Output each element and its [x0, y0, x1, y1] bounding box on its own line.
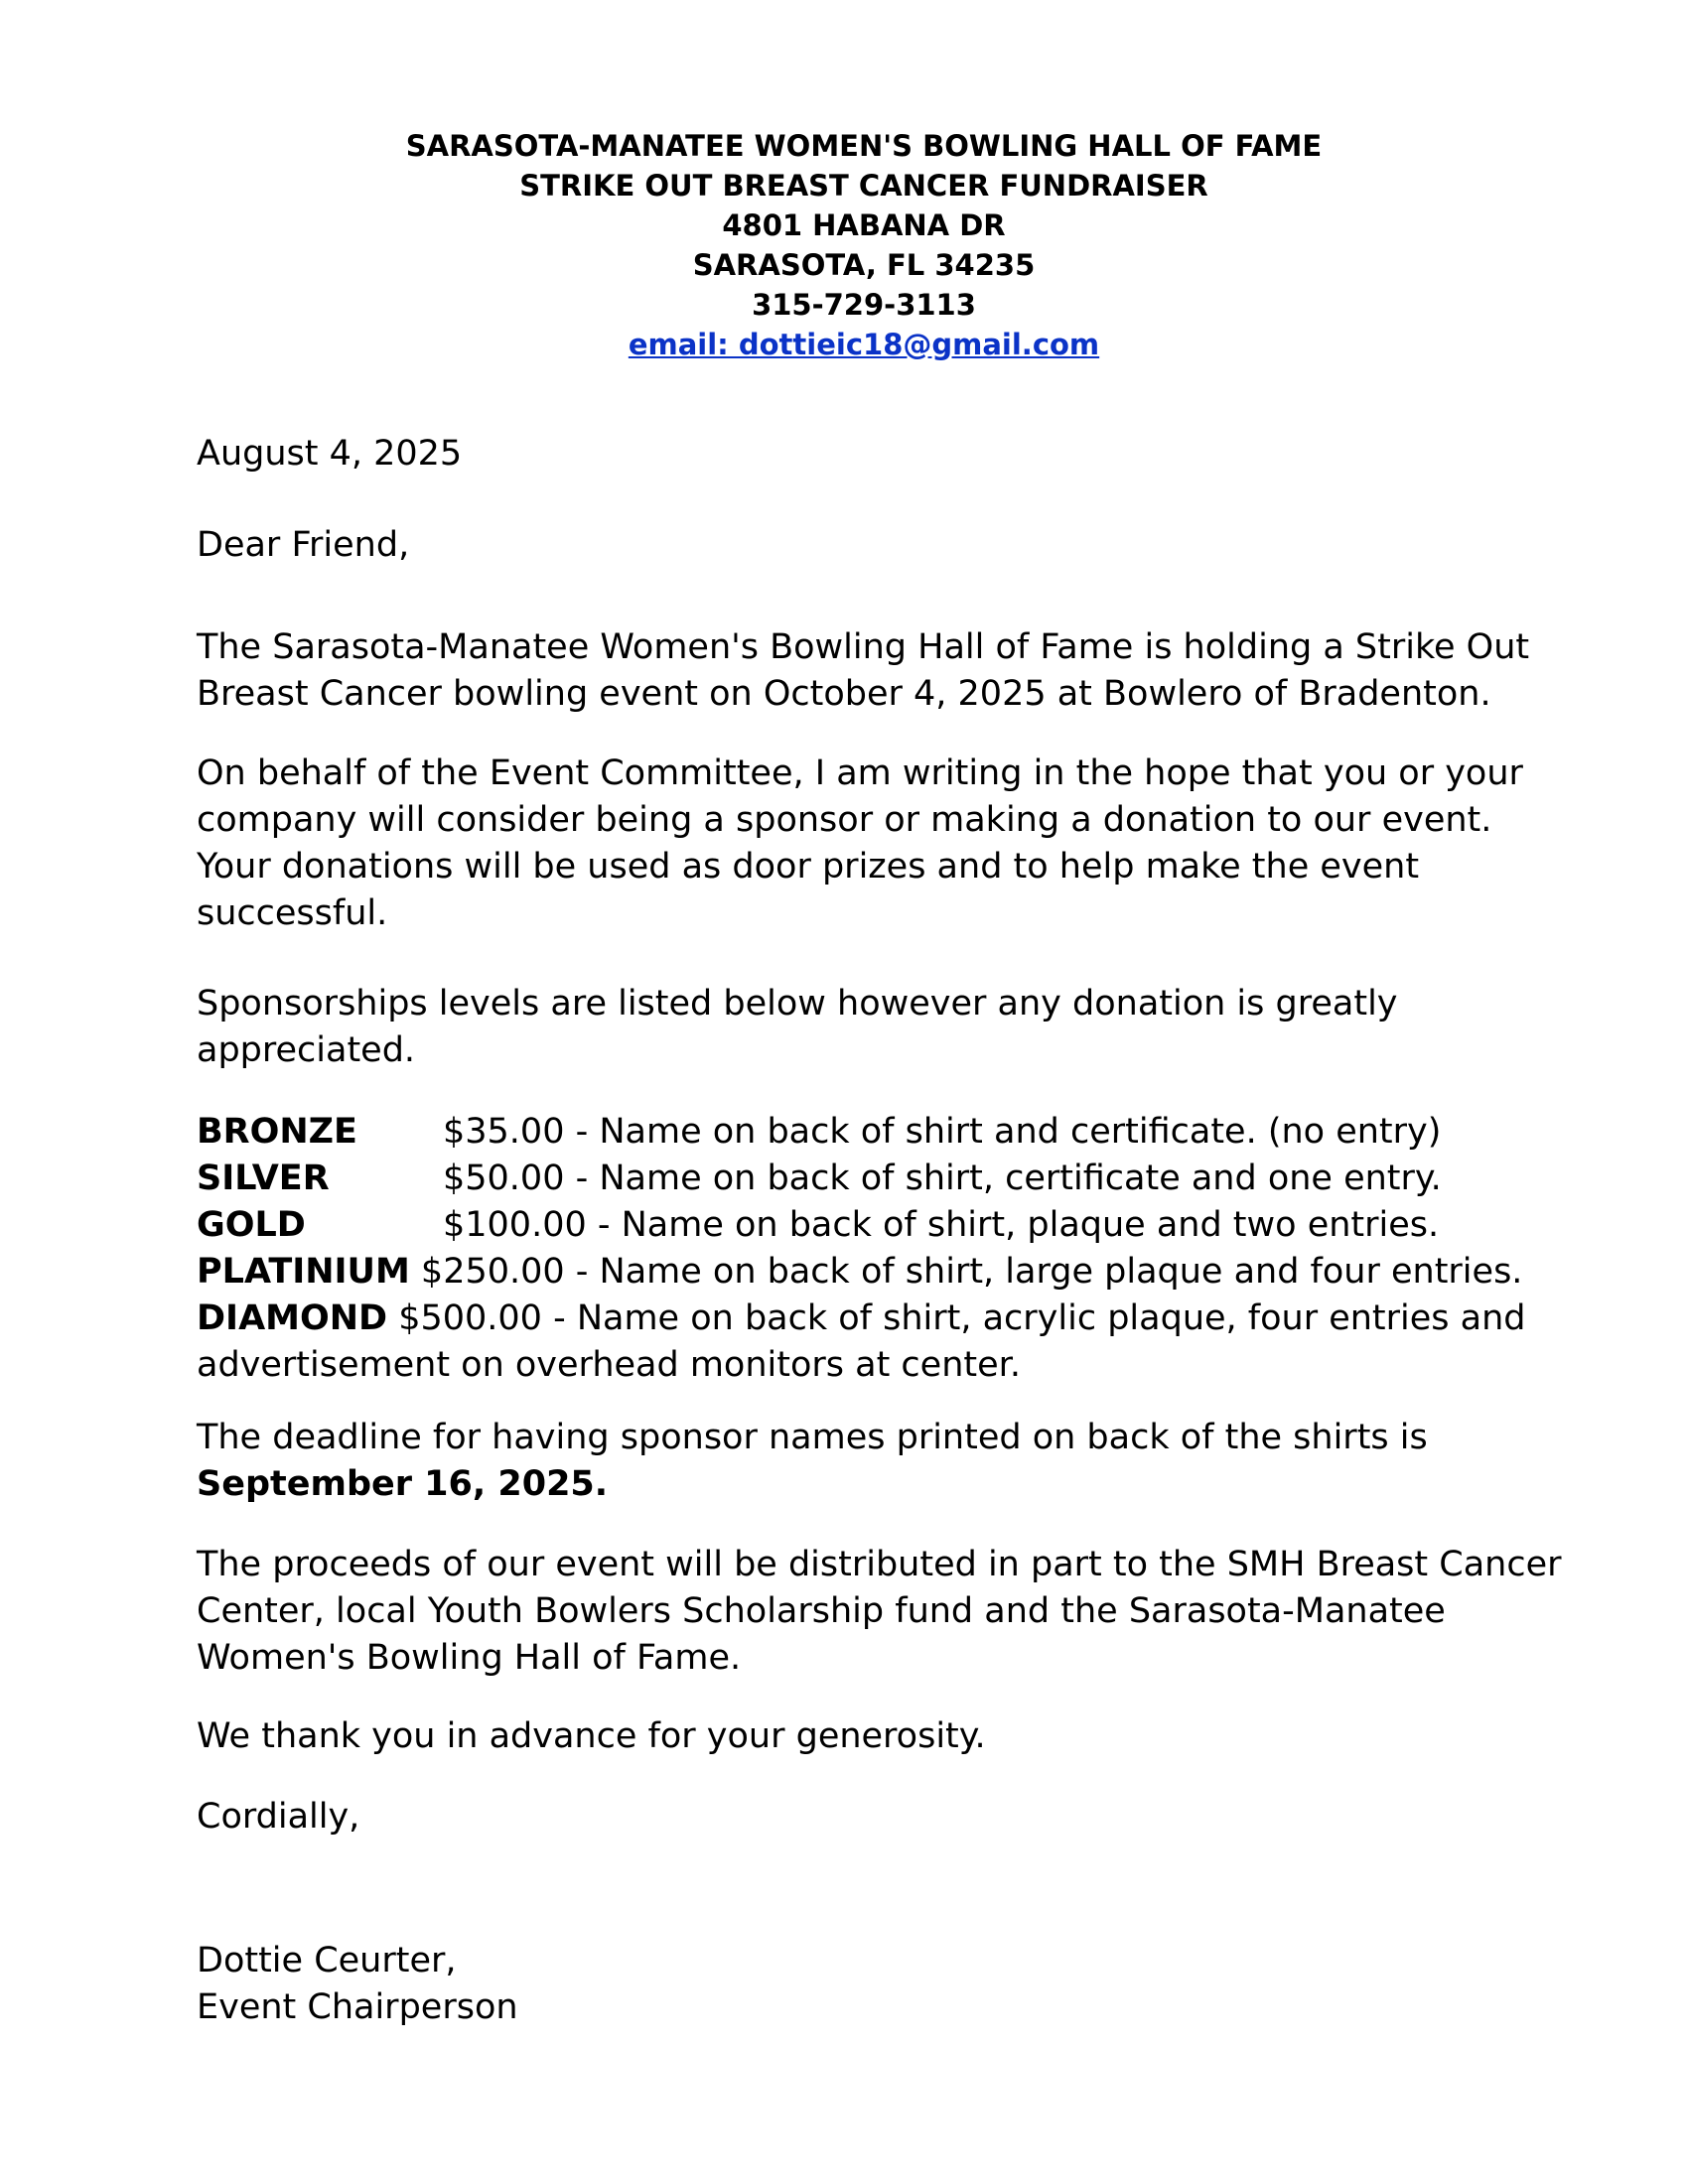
level-gold — [197, 1202, 1526, 1249]
text-line: The deadline for having sponsor names printed on back of the shirts is — [197, 1418, 1428, 1457]
text-line: successful. — [197, 893, 388, 933]
thanks-line: We thank you in advance for your generosity. — [197, 1716, 986, 1756]
level-silver — [197, 1156, 1526, 1202]
level-diamond — [197, 1296, 1526, 1342]
event-name: STRIKE OUT BREAST CANCER FUNDRAISER — [519, 169, 1208, 203]
closing: Cordially, — [197, 1797, 360, 1837]
signer-title: Event Chairperson — [197, 1987, 518, 2027]
text-line: Sponsorships levels are listed below however any donation is greatly — [197, 984, 1398, 1024]
signer-name: Dottie Ceurter, — [197, 1941, 457, 1980]
paragraph-request — [197, 751, 1523, 937]
text-line: On behalf of the Event Committee, I am writing in the hope that you or your — [197, 753, 1523, 793]
email-link[interactable]: email: dottieic18@gmail.com — [628, 328, 1100, 361]
text-line: The Sarasota-Manatee Women's Bowling Hall of Fame is holding a Strike Out — [197, 627, 1530, 667]
level-description: $100.00 - Name on back of shirt, plaque and two entries. — [443, 1205, 1440, 1245]
paragraph-levels-intro — [197, 981, 1398, 1074]
text-line: Breast Cancer bowling event on October 4, 2025 at Bowlero of Bradenton. — [197, 674, 1491, 714]
text-line: appreciated. — [197, 1030, 416, 1070]
level-diamond-continuation: advertisement on overhead monitors at center. — [197, 1345, 1021, 1385]
text-line: Center, local Youth Bowlers Scholarship fund and the Sarasota-Manatee — [197, 1591, 1446, 1631]
text-line: Your donations will be used as door prizes and to help make the event — [197, 847, 1420, 887]
paragraph-deadline — [197, 1415, 1428, 1508]
level-name: DIAMOND — [197, 1298, 388, 1338]
letterhead — [0, 126, 1688, 364]
level-bronze — [197, 1109, 1526, 1156]
level-name: PLATINIUM — [197, 1252, 410, 1292]
letter-date: August 4, 2025 — [197, 434, 463, 474]
text-line: The proceeds of our event will be distributed in part to the SMH Breast Cancer — [197, 1545, 1562, 1584]
level-description: $50.00 - Name on back of shirt, certificate and one entry. — [443, 1159, 1442, 1198]
text-line: company will consider being a sponsor or making a donation to our event. — [197, 800, 1492, 840]
deadline-date: September 16, 2025. — [197, 1464, 609, 1504]
phone-number: 315-729-3113 — [752, 288, 976, 322]
paragraph-event — [197, 624, 1529, 718]
level-name: SILVER — [197, 1159, 330, 1198]
city-state-zip: SARASOTA, FL 34235 — [692, 248, 1036, 282]
text-line: Women's Bowling Hall of Fame. — [197, 1638, 742, 1678]
street-address: 4801 HABANA DR — [722, 208, 1006, 242]
level-description: $35.00 - Name on back of shirt and certificate. (no entry) — [443, 1112, 1442, 1152]
level-name: BRONZE — [197, 1112, 357, 1152]
level-description: $250.00 - Name on back of shirt, large plaque and four entries. — [409, 1252, 1523, 1292]
paragraph-proceeds — [197, 1542, 1562, 1682]
organization-name: SARASOTA-MANATEE WOMEN'S BOWLING HALL OF FAME — [405, 129, 1323, 163]
signature-block — [197, 1938, 518, 2031]
level-description: $500.00 - Name on back of shirt, acrylic plaque, four entries and — [387, 1298, 1526, 1338]
level-name: GOLD — [197, 1205, 306, 1245]
salutation: Dear Friend, — [197, 525, 410, 565]
level-platinium — [197, 1249, 1526, 1296]
sponsorship-levels — [197, 1109, 1526, 1389]
